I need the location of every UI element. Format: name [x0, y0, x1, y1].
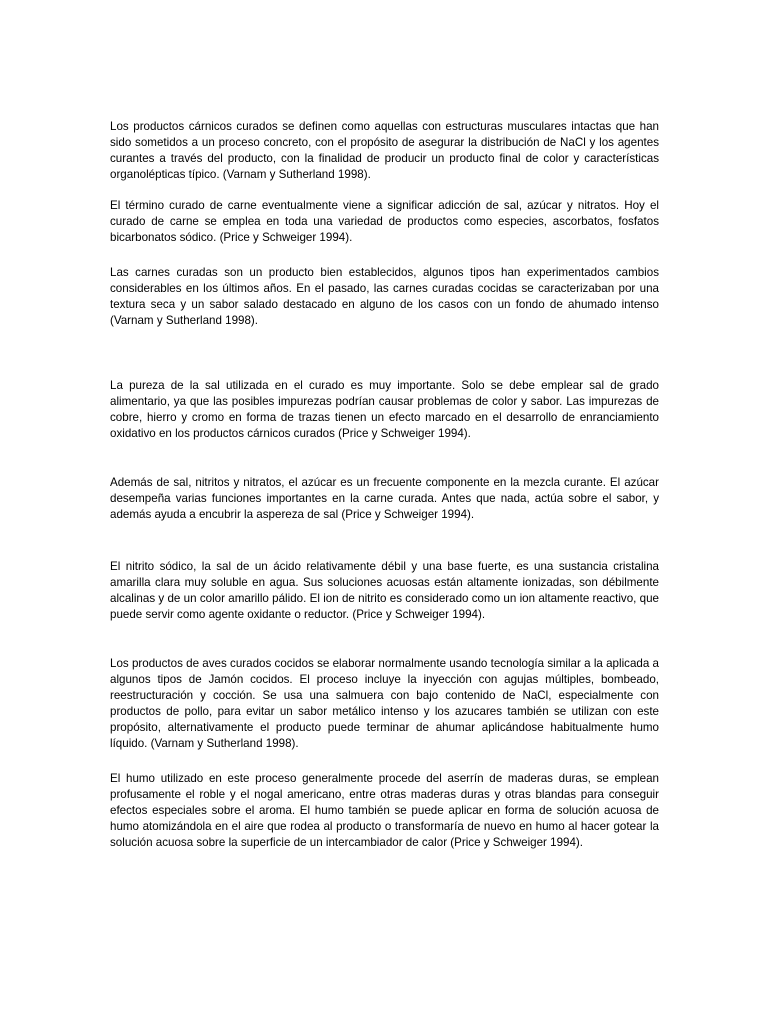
paragraph-sugar-role: Además de sal, nitritos y nitratos, el azúcar es un frecuente componente en la mezcla curante. El azúcar desempeña varias funciones importantes en la carne curada. Antes que nada, actúa sobre el sabor, y además ayuda a encubrir la aspereza de sal (Price y Schweiger 1994).: [110, 476, 659, 521]
paragraph-sodium-nitrite: El nitrito sódico, la sal de un ácido relativamente débil y una base fuerte, es una sustancia cristalina amarilla clara muy soluble en agua. Sus soluciones acuosas están altamente ionizadas, son débilmente alcalinas y de un color amarillo pálido. El ion de nitrito es considerado como un ion altamente reactivo, que puede servir como agente oxidante o reductor. (Price y Schweiger 1994).: [110, 560, 659, 621]
paragraph-cured-poultry: Los productos de aves curados cocidos se elaborar normalmente usando tecnología similar a la aplicada a algunos tipos de Jamón cocidos. El proceso incluye la inyección con agujas múltiples, bombeado, reestructuración y cocción. Se usa una salmuera con bajo contenido de NaCl, especialmente con productos de pollo, para evitar un sabor metálico intenso y los azucares también se utilizan con este propósito, alternativamente el producto puede terminar de ahumar aplicándose habitualmente humo líquido. (Varnam y Sutherland 1998).: [110, 657, 659, 750]
paragraph-cured-meat-definition: Los productos cárnicos curados se definen como aquellas con estructuras musculares intactas que han sido sometidos a un proceso concreto, con el propósito de asegurar la distribución de NaCl y los agentes curantes a través del producto, con la finalidad de producir un producto final de color y características organolépticas típico. (Varnam y Sutherland 1998).: [110, 120, 659, 181]
paragraph-smoke: El humo utilizado en este proceso generalmente procede del aserrín de maderas duras, se emplean profusamente el roble y el nogal americano, entre otras maderas duras y otras blandas para conseguir efectos especiales sobre el aroma. El humo también se puede aplicar en forma de solución acuosa de humo atomizándola en el aire que rodea al producto o transformaría de nuevo en humo al hacer gotear la solución acuosa sobre la superficie de un intercambiador de calor (Price y Schweiger 1994).: [110, 772, 659, 849]
paragraph-cured-meats-history: Las carnes curadas son un producto bien establecidos, algunos tipos han experimentados cambios considerables en los últimos años. En el pasado, las carnes curadas cocidas se caracterizaban por una textura seca y un sabor salado destacado en alguno de los casos con un fondo de ahumado intenso (Varnam y Sutherland 1998).: [110, 266, 659, 327]
paragraph-salt-purity: La pureza de la sal utilizada en el curado es muy importante. Solo se debe emplear sal de grado alimentario, ya que las posibles impurezas podrían causar problemas de color y sabor. Las impurezas de cobre, hierro y cromo en forma de trazas tienen un efecto marcado en el desarrollo de enranciamiento oxidativo en los productos cárnicos curados (Price y Schweiger 1994).: [110, 379, 659, 440]
paragraph-curing-term: El término curado de carne eventualmente viene a significar adicción de sal, azúcar y nitratos. Hoy el curado de carne se emplea en toda una variedad de productos como especies, ascorbatos, fosfatos bicarbonatos sódico. (Price y Schweiger 1994).: [110, 199, 659, 244]
